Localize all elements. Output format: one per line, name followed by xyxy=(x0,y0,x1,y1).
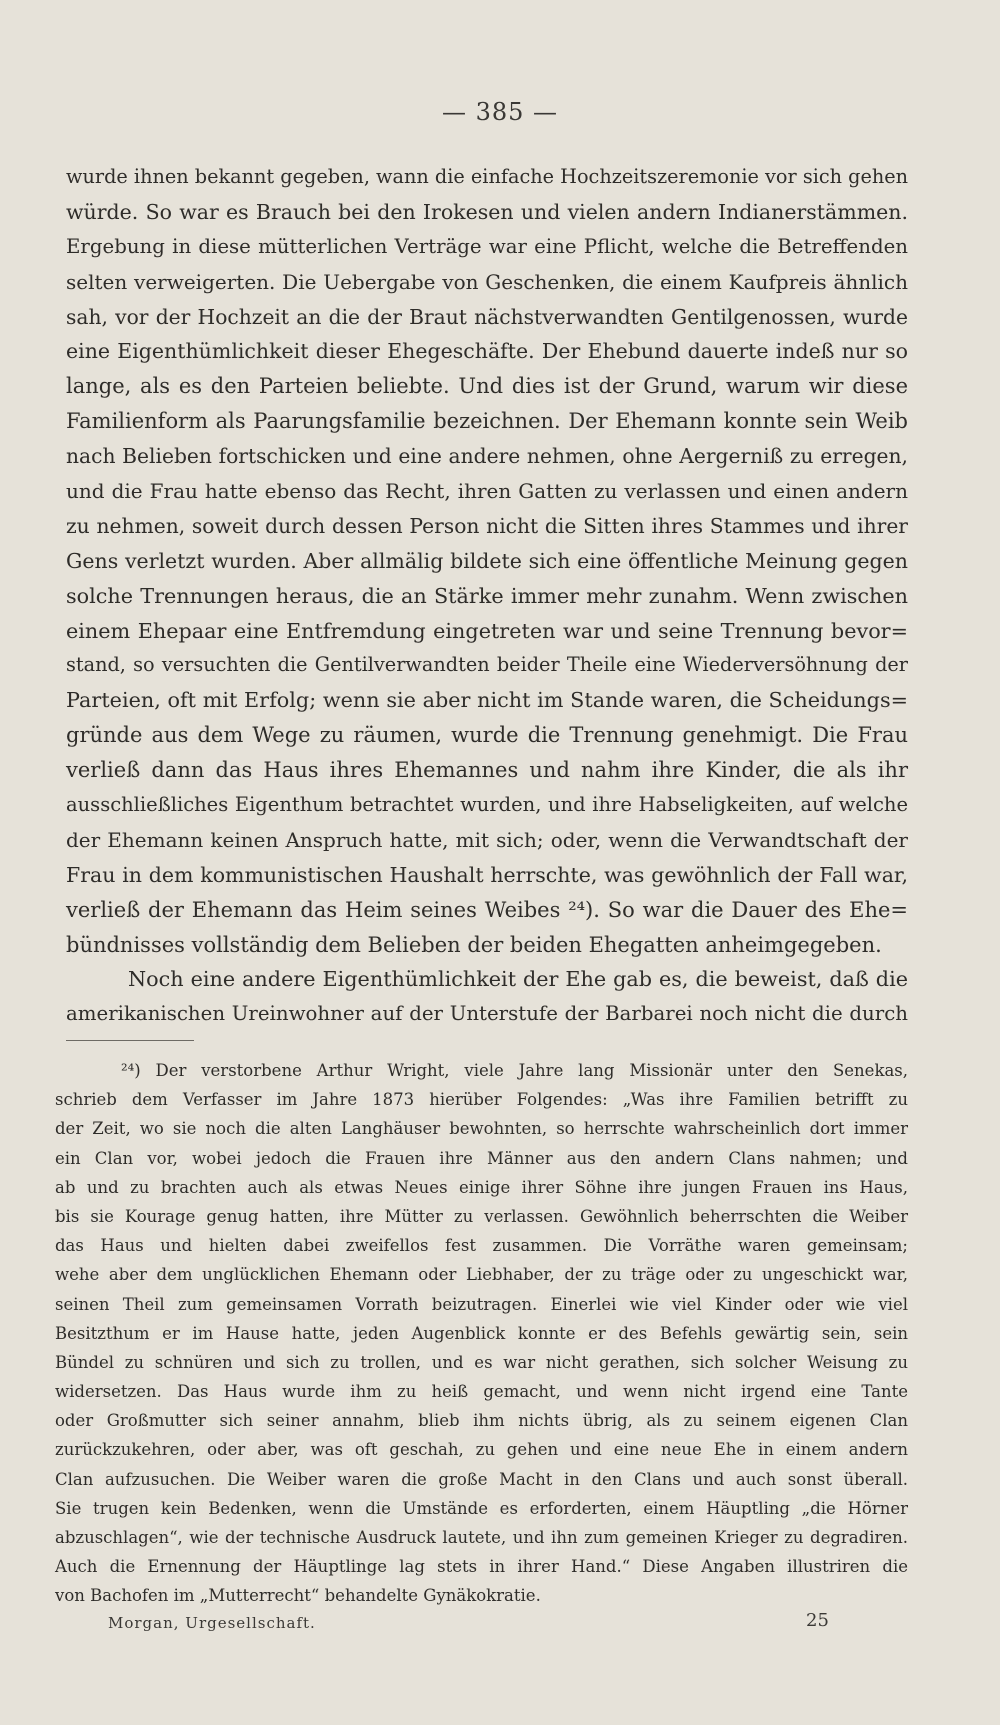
footnote-line: Sie trugen kein Bedenken, wenn die Umstände es erforderten, einem Häuptling „die Hörner xyxy=(55,1498,908,1518)
footnote-line: schrieb dem Verfasser im Jahre 1873 hierüber Folgendes: „Was ihre Familien betrifft zu xyxy=(55,1090,908,1110)
text-line: bündnisses vollständig dem Belieben der beiden Ehegatten anheimgegeben. xyxy=(66,932,882,957)
footnote-line: wehe aber dem unglücklichen Ehemann oder Liebhaber, der zu träge oder zu ungeschickt war, xyxy=(55,1265,908,1285)
footnote-line: Clan aufzusuchen. Die Weiber waren die große Macht in den Clans und auch sonst überall. xyxy=(55,1469,908,1489)
footnote-line: bis sie Kourage genug hatten, ihre Mütter zu verlassen. Gewöhnlich beherrschten die Weiber xyxy=(55,1206,908,1226)
text-line: eine Eigenthümlichkeit dieser Ehegeschäfte. Der Ehebund dauerte indeß nur so xyxy=(66,339,908,364)
text-line: stand, so versuchten die Gentilverwandten beider Theile eine Wiederversöhnung der xyxy=(66,653,908,677)
sheet-number: 25 xyxy=(806,1610,829,1631)
text-line: der Ehemann keinen Anspruch hatte, mit sich; oder, wenn die Verwandtschaft der xyxy=(66,827,908,852)
text-line: selten verweigerten. Die Uebergabe von Geschenken, die einem Kaufpreis ähnlich xyxy=(66,269,908,294)
footnote-line: ein Clan vor, wobei jedoch die Frauen ihre Männer aus den andern Clans nahmen; und xyxy=(55,1148,908,1168)
text-line: einem Ehepaar eine Entfremdung eingetreten war und seine Trennung bevor= xyxy=(66,618,908,643)
footnote-divider xyxy=(66,1040,194,1041)
main-text xyxy=(66,160,908,1032)
footnote-line: Besitzthum er im Hause hatte, jeden Augenblick konnte er des Befehls gewärtig sein, sein xyxy=(55,1323,908,1343)
footnote-line: seinen Theil zum gemeinsamen Vorrath beizutragen. Einerlei wie viel Kinder oder wie viel xyxy=(55,1294,908,1314)
text-line: amerikanischen Ureinwohner auf der Unterstufe der Barbarei noch nicht die durch xyxy=(66,1002,908,1026)
text-line: solche Trennungen heraus, die an Stärke immer mehr zunahm. Wenn zwischen xyxy=(66,583,908,608)
signature-mark: Morgan, Urgesellschaft. xyxy=(108,1614,316,1632)
text-line: verließ dann das Haus ihres Ehemannes und nahm ihre Kinder, die als ihr xyxy=(66,758,908,783)
text-line: zu nehmen, soweit durch dessen Person nicht die Sitten ihres Stammes und ihrer xyxy=(66,513,908,538)
text-line: wurde ihnen bekannt gegeben, wann die einfache Hochzeitszeremonie vor sich gehen xyxy=(66,165,909,188)
text-line: sah, vor der Hochzeit an die der Braut nächstverwandten Gentilgenossen, wurde xyxy=(66,304,908,329)
text-line: Frau in dem kommunistischen Haushalt herrschte, was gewöhnlich der Fall war, xyxy=(66,862,908,887)
page-number: — 385 — xyxy=(441,98,559,126)
footnote-line: der Zeit, wo sie noch die alten Langhäuser bewohnten, so herrschte wahrscheinlich dort immer xyxy=(55,1119,908,1139)
footnote-line: oder Großmutter sich seiner annahm, blieb ihm nichts übrig, als zu seinem eigenen Clan xyxy=(55,1411,908,1431)
footnote-line: Bündel zu schnüren und sich zu trollen, und es war nicht gerathen, sich solcher Weisung zu xyxy=(55,1352,908,1372)
text-line: lange, als es den Parteien beliebte. Und dies ist der Grund, warum wir diese xyxy=(66,374,908,399)
text-line: nach Belieben fortschicken und eine andere nehmen, ohne Aergerniß zu erregen, xyxy=(66,444,908,469)
text-line: Noch eine andere Eigenthümlichkeit der Ehe gab es, die beweist, daß die xyxy=(128,967,908,992)
footnote-line: Auch die Ernennung der Häuptlinge lag stets in ihrer Hand.“ Diese Angaben illustriren die xyxy=(55,1557,908,1577)
footnote-line: ²⁴) Der verstorbene Arthur Wright, viele Jahre lang Missionär unter den Senekas, xyxy=(121,1061,908,1080)
footnote-line: abzuschlagen“, wie der technische Ausdruck lautete, und ihn zum gemeinen Krieger zu degradiren. xyxy=(55,1528,908,1547)
text-line: und die Frau hatte ebenso das Recht, ihren Gatten zu verlassen und einen andern xyxy=(66,479,908,504)
text-line: ausschließliches Eigenthum betrachtet wurden, und ihre Habseligkeiten, auf welche xyxy=(66,793,908,817)
text-line: Parteien, oft mit Erfolg; wenn sie aber nicht im Stande waren, die Scheidungs= xyxy=(66,688,908,713)
footnote xyxy=(55,1056,908,1611)
footnote-line: widersetzen. Das Haus wurde ihm zu heiß gemacht, und wenn nicht irgend eine Tante xyxy=(55,1382,908,1402)
text-line: gründe aus dem Wege zu räumen, wurde die Trennung genehmigt. Die Frau xyxy=(66,723,908,748)
text-line: Ergebung in diese mütterlichen Verträge war eine Pflicht, welche die Betreffenden xyxy=(66,234,908,258)
text-line: Gens verletzt wurden. Aber allmälig bildete sich eine öffentliche Meinung gegen xyxy=(66,548,908,573)
text-line: Familienform als Paarungsfamilie bezeichnen. Der Ehemann konnte sein Weib xyxy=(66,409,908,434)
text-line: würde. So war es Brauch bei den Irokesen und vielen andern Indianerstämmen. xyxy=(66,199,908,224)
footnote-line: von Bachofen im „Mutterrecht“ behandelte Gynäkokratie. xyxy=(55,1586,541,1606)
footnote-line: das Haus und hielten dabei zweifellos fest zusammen. Die Vorräthe waren gemeinsam; xyxy=(55,1236,908,1256)
footnote-line: ab und zu brachten auch als etwas Neues einige ihrer Söhne ihre jungen Frauen ins Haus, xyxy=(55,1177,908,1197)
text-line: verließ der Ehemann das Heim seines Weibes ²⁴). So war die Dauer des Ehe= xyxy=(66,897,908,922)
footnote-line: zurückzukehren, oder aber, was oft geschah, zu gehen und eine neue Ehe in einem andern xyxy=(55,1440,908,1460)
